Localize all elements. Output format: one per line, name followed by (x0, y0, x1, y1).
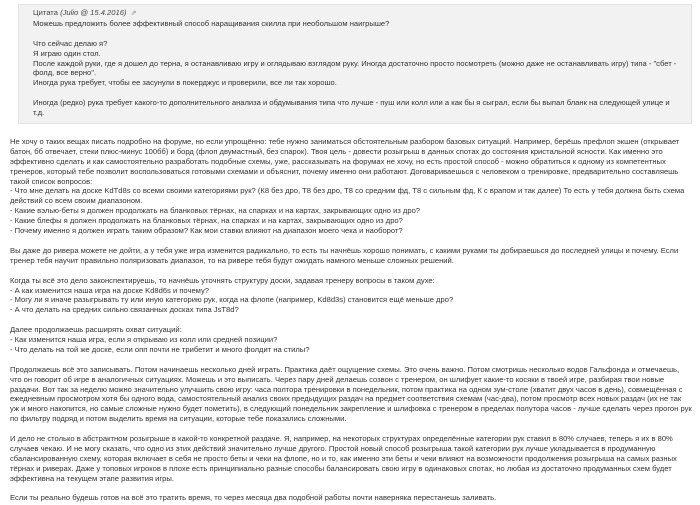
quote-line: После каждой руки, где я дошел до терна, я останавливаю игру и оглядываю взглядом руку. Иногда достаточно просто посмотреть (можно даже не останавливать игру) типа - "сбет - фолд, все верно". (33, 58, 677, 78)
quote-line: Что сейчас делаю я? (33, 38, 108, 48)
quote-line: Иногда рука требует, чтобы ее засунули в покерджус и проверили, все ли так хорошо. (33, 78, 337, 88)
quote-lines-b (33, 39, 681, 89)
paragraph: Когда ты всё это дело законспектируешь, то начнёшь уточнять структуру доски, задавая тренеру вопросы в таком духе: (10, 275, 435, 285)
list-item: - Что мне делать на доске KdTd8s со всеми своими категориями рук? (К8 без дро, Т8 без дро, Т8 со средним фд, Т8 с сильным фд, К с врапом и так далее) То есть у тебя должна быть схема действий со всем своим диапазоном. (10, 186, 685, 206)
paragraph: Далее продолжаешь расширять охват ситуаций: (10, 325, 182, 335)
quote-link-icon[interactable]: ⇗ (130, 10, 137, 17)
quote-label: Цитата (33, 8, 58, 17)
paragraph: Продолжаешь всё это записывать. Потом начинаешь несколько дней играть. Практика даёт ощущение схемы. Это очень важно. Потом смотришь несколько водов Гальфонда и отмечаешь, что он говорит об игре в аналогичных ситуациях. Можешь и это выписать. Через пару дней делаешь созвон с тренером, он шлифует какие-то косяки в твоей игре, разбирая твои новые раздачи. Вот так за неделю можно значительно улучшить свою игру: часа полтора тренировки в понедельник, потом практика на одном зум-столе (хватит двух часов в день), совмещённая с ежедневным просмотром хотя бы одного вода, самостоятельный анализ своих предыдущих раздач на предмет соответствия схемам (час-два), потом просмотр всех новых раздач (их не так уж и много накопится, но самые сложные нужно будет пометить), в следующий понедельник закрепление и шлифовка с тренером в пределах полутора часов - лучше сделать через прогон рук по фильтру подряд и потом выделить время на ситуации, которые тебе показались сложными. (10, 364, 692, 424)
list-item: - Почему именно я должен играть таким образом? Как мои ставки влияют на диапазон моего чека и наоборот? (10, 226, 403, 236)
quote-line: Можешь предложить более эффективный способ наращивания скилла при необольшом наигрыше? (33, 18, 390, 28)
list-item: - А как изменится наша игра на доске Kd8d6s и почему? (10, 285, 209, 295)
quote-header (33, 8, 681, 19)
list-item: - Какие вэлью-беты я должен продолжать на бланковых тёрнах, на спарках и на картах, закрывающих одно из дро? (10, 206, 421, 216)
list-item: - Как изменится наша игра, если я открываю из колл или средней позиции? (10, 335, 278, 345)
quote-line: Иногда (редко) рука требует какого-то дополнительного анализа и обдумывания типа что лучше - пуш или колл или а как бы я сыграл, если бы выпал бланк на следующей улице и т.д. (33, 98, 670, 118)
list-item: - Что делать на той же доске, если опп почти не трибетит и много фолдит на стилы? (10, 344, 310, 354)
quote-block (18, 4, 692, 124)
paragraph: Вы даже до ривера можете не дойти, а у тебя уже игра изменится радикально, то есть ты начнёшь хорошо понимать, с какими руками ты добираешься до последней улицы и почему. Если тренер тебя научит правильно поляризовать диапазон, то на ривере тебя будут ожидать намного меньше сложных решений. (10, 245, 679, 265)
paragraph: Не хочу о таких вещах писать подробно на форуме, но если упрощённо: тебе нужно заниматься обстоятельным разбором базовых ситуаций. Например, берёшь префлоп экшен (открывает батон, бб отвечает, стеки плюс-минус 100бб) и борд (флоп двумастный, без спарок). Твоя цель - довести розыгрыш в данных спотах до состояния кристальной ясности. Как именно это эффективно сделать и как самостоятельно разработать подобные схемы, уже, рассказывать на форумах не хочу, но есть простой способ - можно обратиться к одному из компетентных тренеров, который тебе позволит воспользоваться готовыми схемами и объяснит, почему именно они работают. Договариваешься с человеком о тренировке, предварительно составляешь такой список вопросов: (10, 136, 680, 186)
post-body (10, 137, 692, 503)
paragraph: Если ты реально будешь готов на всё это тратить время, то через месяца два подобной работы почти наверняка перестанешь заливать. (10, 493, 497, 503)
quote-line: Я играю один стол. (33, 48, 101, 58)
quote-lines-a (33, 19, 681, 29)
list-item: - А что делать на средних сильно связанных досках типа JsT8d? (10, 305, 239, 315)
list-item: - Какие блефы я должен продолжать на бланковых тёрнах, на спарках и на картах, закрывающих одно из дро? (10, 216, 403, 226)
quote-author: (Julio @ 15.4.2016) (60, 8, 127, 17)
list-item: - Могу ли я иначе разыгрывать ту или иную категорию рук, когда на флопе (например, Kd8d3s) становится ещё меньше дро? (10, 295, 454, 305)
paragraph: И дело не столько в абстрактном розыгрыше в какой-то конкретной раздаче. Я, например, на некоторых структурах определённые категории рук ставил в 80% случаев, теперь я их в 80% случаев чекаю. И не могу сказать, что одно из этих действий значительно лучше другого. Простой новый способ розыгрыша такой категории рук лучше укладывается в продуманную сбалансированную схему, которая включает в себя не просто беты и чеки на флопе, но и то, как именно эти беты и чеки влияют на возможности продолжения розыгрыша на самых разных тёрнах и риверах. Даже у топовых игроков в плохе есть принципиально разные способы балансировать свою игру в одинаковых спотах, но любая из достаточно продуманных схем будет эффективна на текущем этапе развития игры. (10, 434, 677, 483)
quote-lines-c (33, 98, 681, 118)
